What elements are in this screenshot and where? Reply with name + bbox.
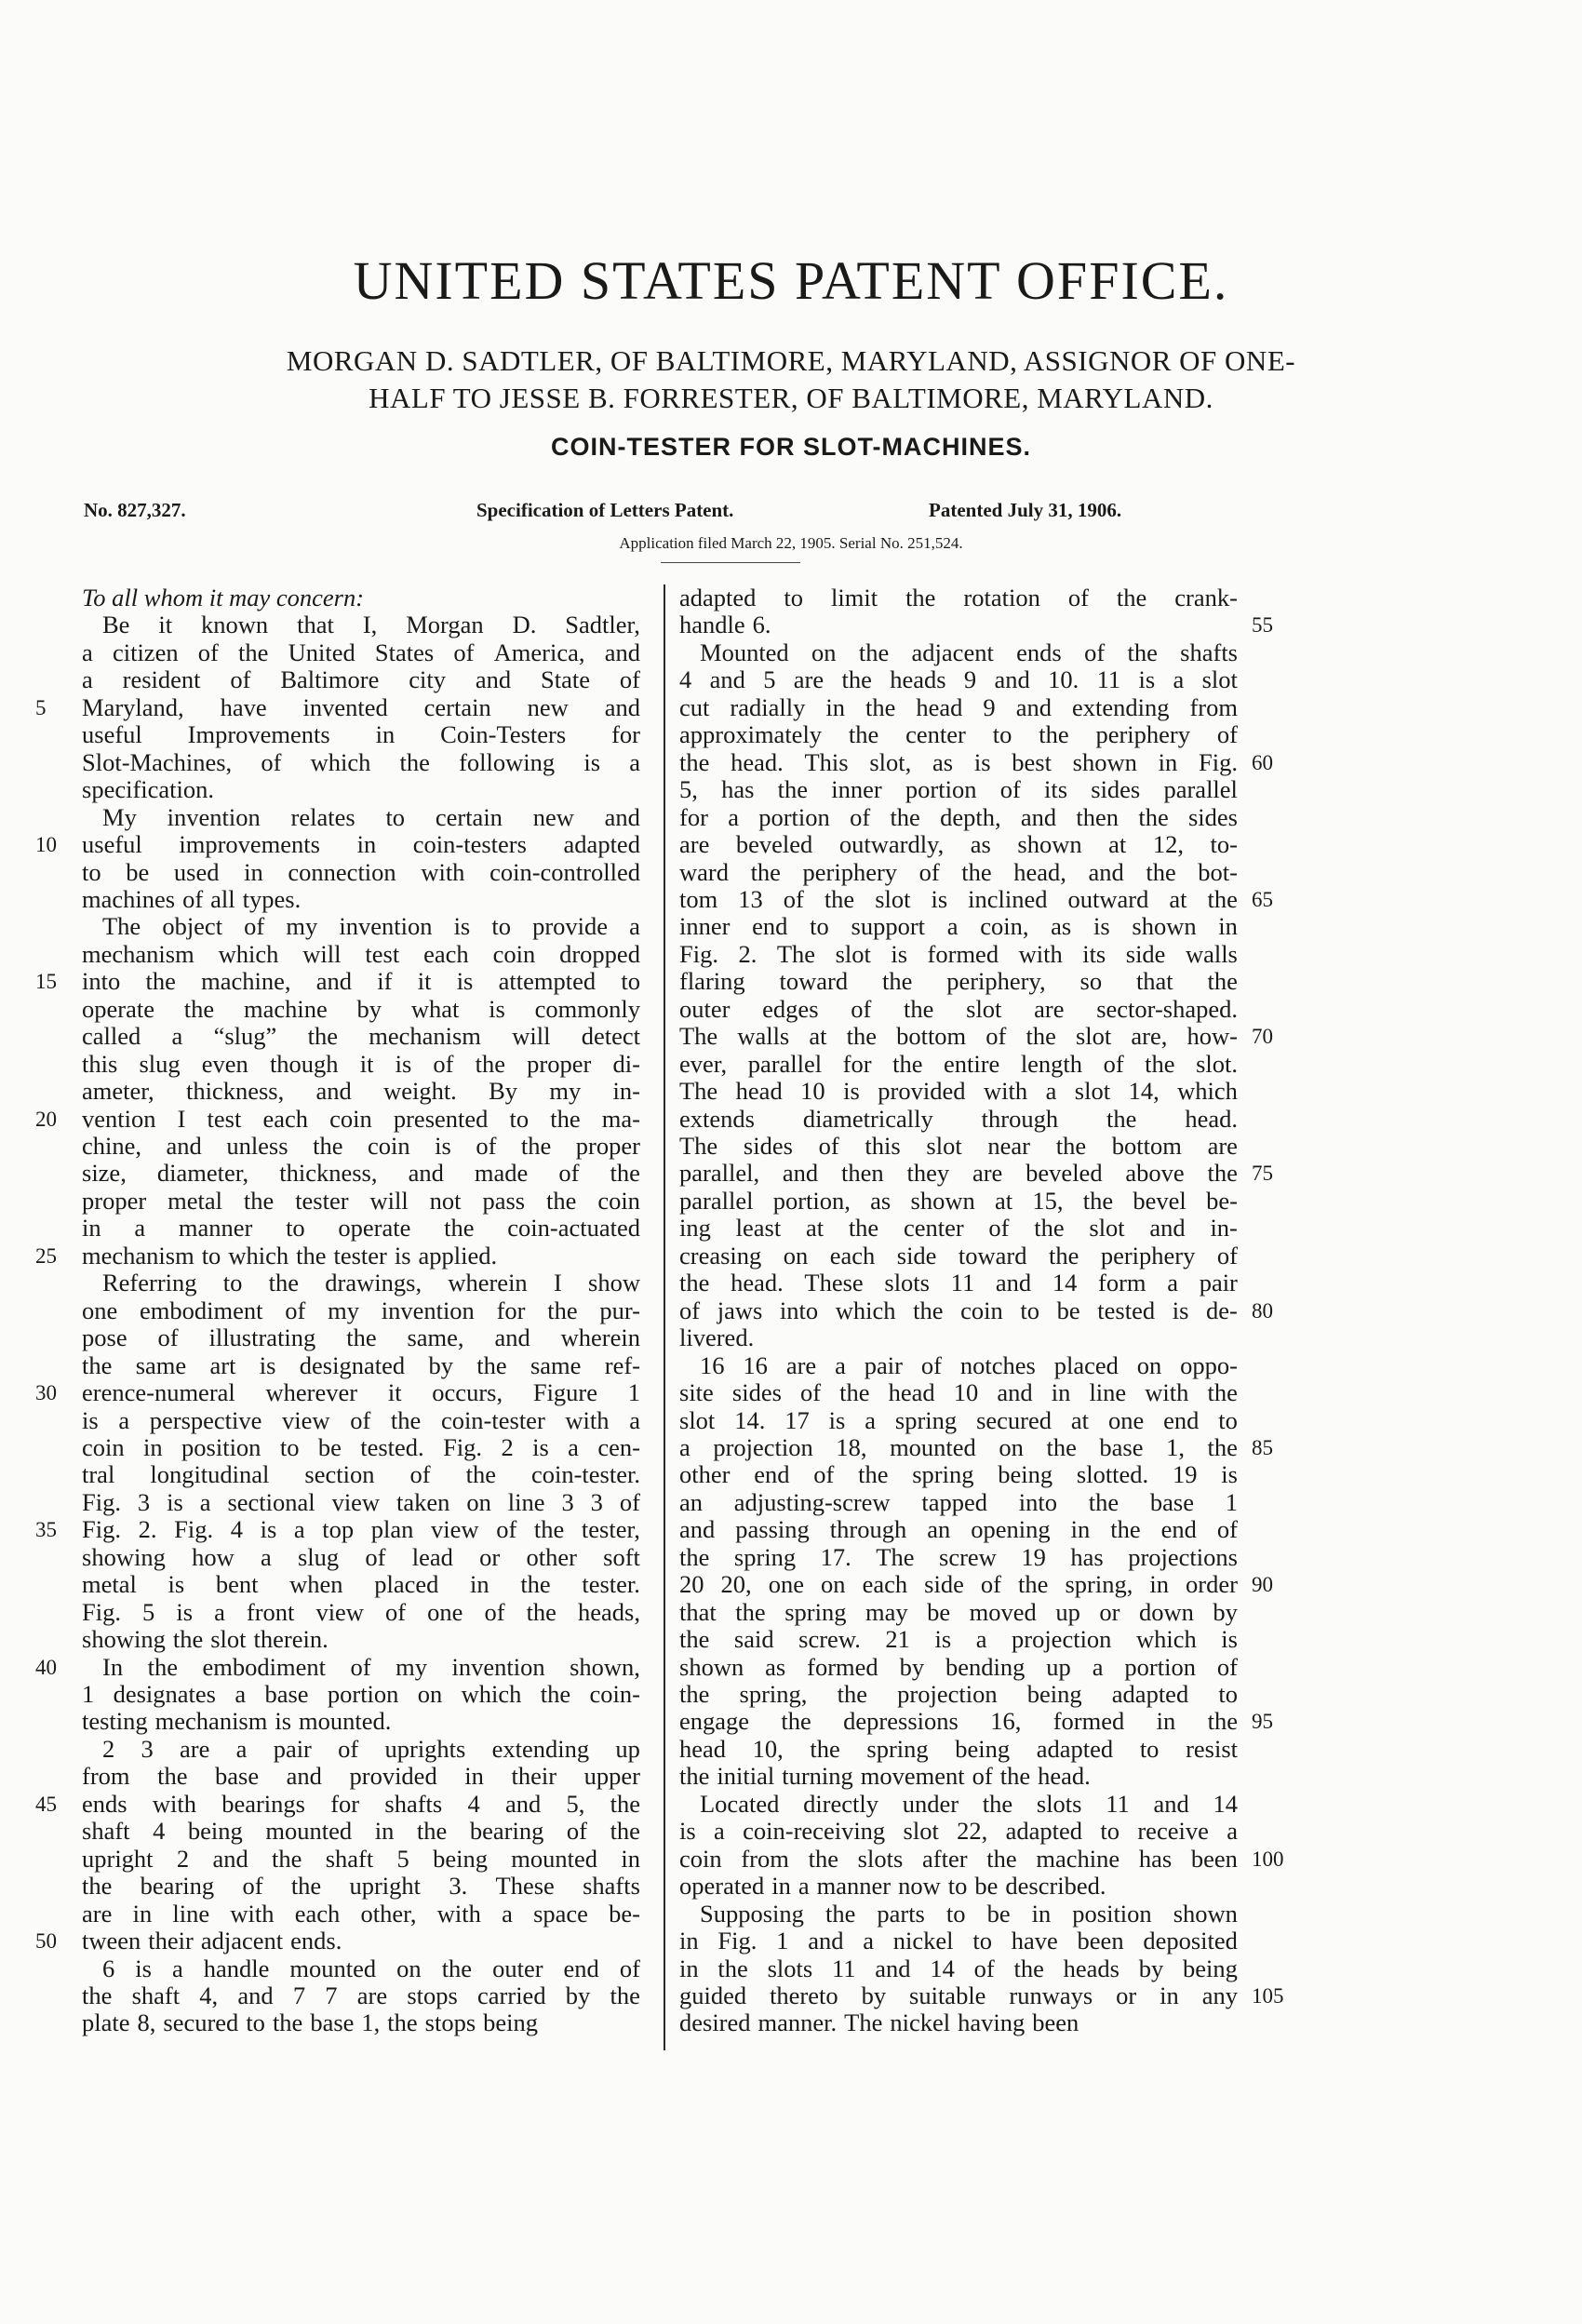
left-column-line: Be it known that I, Morgan D. Sadtler,: [102, 611, 640, 639]
specification-label: Specification of Letters Patent.: [476, 499, 734, 521]
left-column-line: shaft 4 being mounted in the bearing of the: [82, 1817, 640, 1846]
left-column-line: mechanism which will test each coin dropped: [82, 939, 640, 968]
left-column-line: one embodiment of my invention for the pur-: [82, 1296, 640, 1324]
left-column-line: showing how a slug of lead or other soft: [82, 1542, 640, 1571]
left-column-line: Fig. 5 is a front view of one of the heads,: [82, 1597, 640, 1626]
line-number: 30: [35, 1381, 57, 1405]
right-column-line: is a coin-receiving slot 22, adapted to receive a: [679, 1817, 1238, 1846]
left-column-line: 6 is a handle mounted on the outer end of: [102, 1954, 640, 1982]
line-number: 35: [35, 1518, 57, 1542]
right-column-line: ward the periphery of the head, and the bot-: [679, 857, 1238, 886]
right-column-line: 20 20, one on each side of the spring, in order: [679, 1570, 1238, 1599]
left-column-line: The object of my invention is to provide a: [102, 912, 640, 941]
left-column-line: pose of illustrating the same, and wherein: [82, 1323, 640, 1352]
right-column-line: The sides of this slot near the bottom are: [679, 1132, 1238, 1160]
left-column-line: the bearing of the upright 3. These shafts: [82, 1872, 640, 1901]
right-column-line: The walls at the bottom of the slot are, how-: [679, 1022, 1238, 1051]
line-number: 100: [1252, 1847, 1284, 1871]
left-column-line: the shaft 4, and 7 7 are stops carried by the: [82, 1981, 640, 2009]
left-column-line: In the embodiment of my invention shown,: [102, 1652, 640, 1681]
left-column-line: upright 2 and the shaft 5 being mounted in: [82, 1844, 640, 1873]
left-column-line: tween their adjacent ends.: [82, 1927, 342, 1955]
right-column-line: an adjusting-screw tapped into the base 1: [679, 1487, 1238, 1516]
right-column-line: tom 13 of the slot is inclined outward at the: [679, 884, 1238, 913]
line-number: 95: [1252, 1710, 1273, 1734]
left-column-line: machines of all types.: [82, 884, 302, 913]
left-column-line: to be used in connection with coin-controlled: [82, 857, 640, 886]
left-column-line: proper metal the tester will not pass the coin: [82, 1186, 640, 1215]
right-column-line: desired manner. The nickel having been: [679, 2008, 1079, 2037]
left-column-line: Referring to the drawings, wherein I show: [102, 1269, 640, 1297]
right-column-line: the initial turning movement of the head.: [679, 1762, 1091, 1791]
right-column-line: 4 and 5 are the heads 9 and 10. 11 is a slot: [679, 665, 1238, 694]
right-column-line: slot 14. 17 is a spring secured at one end to: [679, 1405, 1238, 1434]
left-column-line: Fig. 2. Fig. 4 is a top plan view of the tester,: [82, 1515, 640, 1544]
right-column-line: that the spring may be moved up or down by: [679, 1597, 1238, 1626]
line-number: 20: [35, 1107, 57, 1131]
application-filed-line: Application filed March 22, 1905. Serial No. 251,524.: [619, 534, 963, 552]
line-number: 50: [35, 1929, 57, 1954]
line-number: 65: [1252, 887, 1273, 911]
left-column-line: Slot-Machines, of which the following is a: [82, 747, 640, 776]
right-column-line: for a portion of the depth, and then the sides: [679, 802, 1238, 831]
right-column-line: shown as formed by bending up a portion of: [679, 1652, 1238, 1681]
right-column-line: ever, parallel for the entire length of the slot.: [679, 1049, 1238, 1078]
office-title: UNITED STATES PATENT OFFICE.: [353, 250, 1229, 311]
right-column-line: the spring 17. The screw 19 has projections: [679, 1542, 1238, 1571]
left-column-line: useful Improvements in Coin-Testers for: [82, 720, 640, 749]
right-column-line: approximately the center to the periphery of: [679, 720, 1238, 749]
right-column-line: the head. This slot, as is best shown in Fig.: [679, 747, 1238, 776]
inventor-assignor-line: [0, 343, 1582, 417]
left-column-line: coin in position to be tested. Fig. 2 is a cen-: [82, 1432, 640, 1461]
left-column-line: 2 3 are a pair of uprights extending up: [102, 1734, 640, 1763]
right-column-line: livered.: [679, 1323, 755, 1352]
left-column-line: chine, and unless the coin is of the proper: [82, 1132, 640, 1160]
right-column-line: Fig. 2. The slot is formed with its side walls: [679, 939, 1238, 968]
right-column-line: 16 16 are a pair of notches placed on oppo-: [700, 1350, 1238, 1379]
column-divider: [664, 584, 665, 2050]
left-column-line: is a perspective view of the coin-tester with a: [82, 1405, 640, 1434]
header-rule: [661, 562, 800, 563]
left-column-line: this slug even though it is of the proper di-: [82, 1049, 640, 1078]
left-column-line: specification.: [82, 775, 215, 804]
inventor-line-1: MORGAN D. SADTLER, OF BALTIMORE, MARYLAND, ASSIGNOR OF ONE-: [286, 344, 1296, 377]
right-column-line: extends diametrically through the head.: [679, 1104, 1238, 1133]
line-number: 55: [1252, 613, 1273, 638]
line-number: 40: [35, 1655, 57, 1679]
line-number: 10: [35, 833, 57, 857]
right-column-line: inner end to support a coin, as is shown in: [679, 912, 1238, 941]
invention-title: COIN-TESTER FOR SLOT-MACHINES.: [551, 433, 1031, 461]
right-column-line: the said screw. 21 is a projection which is: [679, 1625, 1238, 1654]
right-column-line: outer edges of the slot are sector-shaped.: [679, 994, 1238, 1023]
right-column-line: in the slots 11 and 14 of the heads by being: [679, 1954, 1238, 1982]
left-column-line: are in line with each other, with a space be-: [82, 1899, 640, 1928]
left-column-line: metal is bent when placed in the tester.: [82, 1570, 640, 1599]
left-column-line: erence-numeral wherever it occurs, Figure 1: [82, 1378, 640, 1407]
right-column-line: parallel, and then they are beveled above the: [679, 1159, 1238, 1188]
right-column-line: in Fig. 1 and a nickel to have been deposited: [679, 1927, 1238, 1955]
right-column-line: other end of the spring being slotted. 19 is: [679, 1460, 1238, 1489]
right-column-line: are beveled outwardly, as shown at 12, to-: [679, 830, 1238, 859]
inventor-line-2: HALF TO JESSE B. FORRESTER, OF BALTIMORE, MARYLAND.: [369, 382, 1213, 414]
right-column-line: parallel portion, as shown at 15, the bevel be-: [679, 1186, 1238, 1215]
left-column-line: testing mechanism is mounted.: [82, 1707, 392, 1736]
line-number: 5: [35, 695, 47, 719]
patent-number: No. 827,327.: [84, 499, 186, 521]
right-column-line: 5, has the inner portion of its sides parallel: [679, 775, 1238, 804]
right-column-line: guided thereto by suitable runways or in any: [679, 1981, 1238, 2009]
left-column-line: called a “slug” the mechanism will detect: [82, 1022, 640, 1051]
line-number: 45: [35, 1792, 57, 1816]
right-column-line: Supposing the parts to be in position shown: [700, 1899, 1238, 1928]
right-column-line: handle 6.: [679, 611, 771, 639]
line-number: 85: [1252, 1435, 1273, 1459]
right-column-line: head 10, the spring being adapted to resist: [679, 1734, 1238, 1763]
right-column-line: cut radially in the head 9 and extending from: [679, 692, 1238, 721]
left-column-line: My invention relates to certain new and: [102, 802, 640, 831]
patented-date: Patented July 31, 1906.: [929, 499, 1122, 521]
right-column-line: Mounted on the adjacent ends of the shafts: [700, 638, 1238, 666]
left-column-line: tral longitudinal section of the coin-tester.: [82, 1460, 640, 1489]
right-column-line: engage the depressions 16, formed in the: [679, 1707, 1238, 1736]
left-column-line: a citizen of the United States of America, and: [82, 638, 640, 666]
line-number: 75: [1252, 1162, 1273, 1186]
left-column-line: size, diameter, thickness, and made of the: [82, 1159, 640, 1188]
line-number: 25: [35, 1243, 57, 1268]
right-column-line: Located directly under the slots 11 and 14: [700, 1789, 1238, 1818]
right-column-line: The head 10 is provided with a slot 14, which: [679, 1077, 1238, 1106]
left-column-line: mechanism to which the tester is applied.: [82, 1241, 498, 1269]
left-column-line: in a manner to operate the coin-actuated: [82, 1214, 640, 1243]
left-column-line: operate the machine by what is commonly: [82, 994, 640, 1023]
left-column-line: vention I test each coin presented to the ma-: [82, 1104, 640, 1133]
line-number: 105: [1252, 1983, 1284, 2008]
right-column-line: ing least at the center of the slot and in-: [679, 1214, 1238, 1243]
right-column-line: a projection 18, mounted on the base 1, the: [679, 1432, 1238, 1461]
line-number: 90: [1252, 1573, 1273, 1597]
left-column-line: the same art is designated by the same ref-: [82, 1350, 640, 1379]
right-column-line: flaring toward the periphery, so that the: [679, 967, 1238, 996]
left-column-line: showing the slot therein.: [82, 1625, 328, 1654]
right-column-line: of jaws into which the coin to be tested is de-: [679, 1296, 1238, 1324]
left-column-line: from the base and provided in their upper: [82, 1762, 640, 1791]
line-number: 80: [1252, 1298, 1273, 1323]
left-column-line: ameter, thickness, and weight. By my in-: [82, 1077, 640, 1106]
left-column-line: useful improvements in coin-testers adapted: [82, 830, 640, 859]
right-column-line: creasing on each side toward the periphery of: [679, 1241, 1238, 1269]
right-column-line: operated in a manner now to be described.: [679, 1872, 1106, 1901]
right-column-line: the spring, the projection being adapted to: [679, 1680, 1238, 1708]
right-column-line: and passing through an opening in the end of: [679, 1515, 1238, 1544]
line-number: 60: [1252, 750, 1273, 774]
right-column-line: the head. These slots 11 and 14 form a pair: [679, 1269, 1238, 1297]
line-number: 15: [35, 970, 57, 994]
left-column-line: a resident of Baltimore city and State of: [82, 665, 640, 694]
left-column-line: into the machine, and if it is attempted to: [82, 967, 640, 996]
left-column-line: ends with bearings for shafts 4 and 5, the: [82, 1789, 640, 1818]
right-column-line: site sides of the head 10 and in line with the: [679, 1378, 1238, 1407]
line-number: 70: [1252, 1025, 1273, 1049]
left-column-line: To all whom it may concern:: [82, 584, 365, 611]
right-column-line: adapted to limit the rotation of the crank-: [679, 584, 1238, 611]
left-column-line: Maryland, have invented certain new and: [82, 692, 640, 721]
left-column-line: 1 designates a base portion on which the coin-: [82, 1680, 640, 1708]
left-column-line: Fig. 3 is a sectional view taken on line 3 3 of: [82, 1487, 640, 1516]
left-column-line: plate 8, secured to the base 1, the stops being: [82, 2008, 539, 2037]
right-column-line: coin from the slots after the machine has been: [679, 1844, 1238, 1873]
